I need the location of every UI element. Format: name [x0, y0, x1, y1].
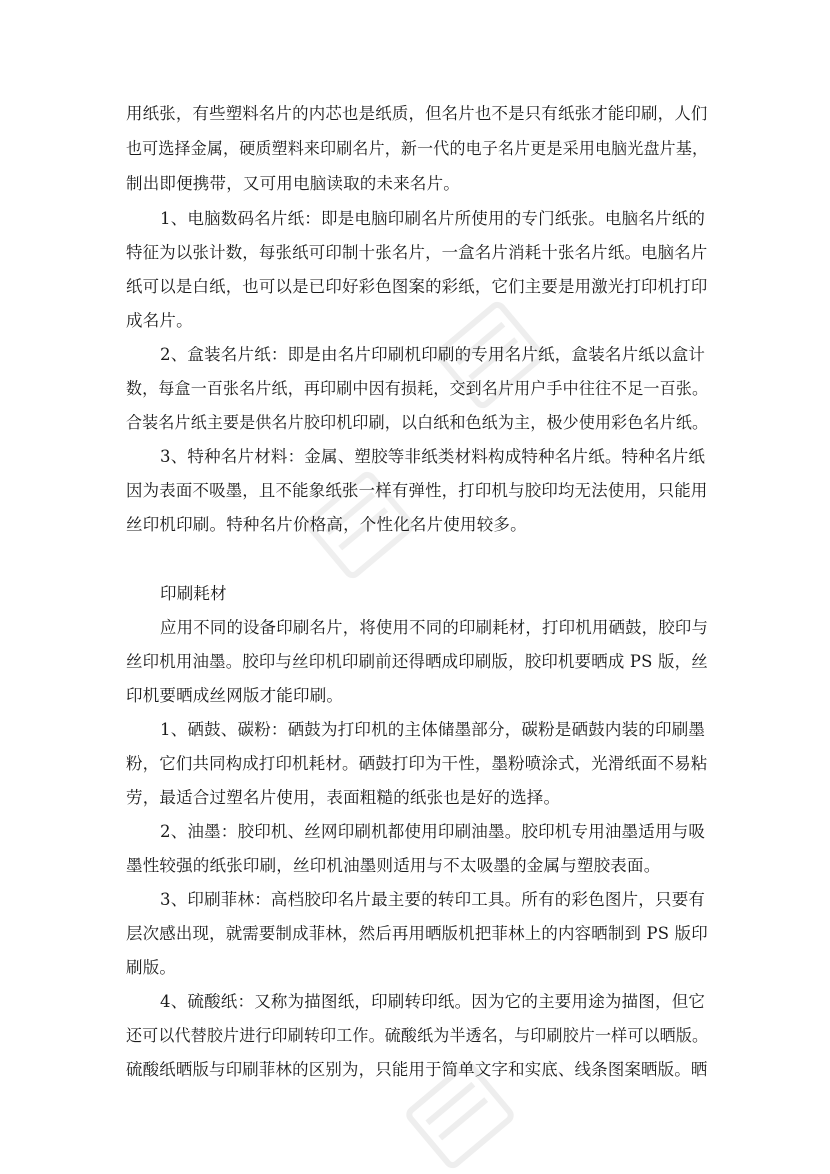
- text-line: 还可以代替胶片进行印刷转印工作。硫酸纸为半透名，与印刷胶片一样可以晒版。: [126, 1026, 709, 1045]
- text-line: 丝印机用油墨。胶印与丝印机印刷前还得晒成印刷版，胶印机要晒成 PS 版，丝: [126, 652, 708, 671]
- text-line: 丝印机印刷。特种名片价格高，个性化名片使用较多。: [126, 515, 527, 534]
- text-line: 1、电脑数码名片纸：即是电脑印刷名片所使用的专门纸张。电脑名片纸的: [160, 209, 706, 228]
- text-line: 也可选择金属，硬质塑料来印刷名片，新一代的电子名片更是采用电脑光盘片基，: [126, 139, 709, 158]
- text-line: 粉，它们共同构成打印机耗材。硒鼓打印为干性，墨粉喷涂式，光滑纸面不易粘: [126, 754, 708, 773]
- text-line: 劳，最适合过塑名片使用，表面粗糙的纸张也是好的选择。: [126, 788, 561, 807]
- text-line: 层次感出现，就需要制成菲林，然后再用晒版机把菲林上的内容晒制到 PS 版印: [126, 924, 708, 943]
- text-line: 因为表面不吸墨，且不能象纸张一样有弹性，打印机与胶印均无法使用，只能用: [126, 481, 708, 500]
- text-line: 1、硒鼓、碳粉：硒鼓为打印机的主体储墨部分，碳粉是硒鼓内装的印刷墨: [160, 720, 706, 739]
- text-line: 成名片。: [126, 311, 193, 330]
- text-line: 2、盒装名片纸：即是由名片印刷机印刷的专用名片纸，盒装名片纸以盒计: [160, 345, 706, 364]
- text-line: 3、印刷菲林：高档胶印名片最主要的转印工具。所有的彩色图片，只要有: [160, 890, 706, 909]
- text-line: 纸可以是白纸，也可以是已印好彩色图案的彩纸，它们主要是用激光打印机打印: [126, 277, 708, 296]
- text-line: 刷版。: [126, 958, 177, 977]
- text-line: 用纸张，有些塑料名片的内芯也是纸质，但名片也不是只有纸张才能印刷，人们: [126, 104, 708, 123]
- text-line: 数，每盒一百张名片纸，再印刷中因有损耗，交到名片用户手中往往不足一百张。: [126, 379, 709, 398]
- text-line: 制出即便携带，又可用电脑读取的未来名片。: [126, 174, 460, 193]
- section-heading: 印刷耗材: [160, 584, 227, 603]
- text-line: 墨性较强的纸张印刷，丝印机油墨则适用与不太吸墨的金属与塑胶表面。: [126, 856, 661, 875]
- text-line: 硫酸纸晒版与印刷菲林的区别为，只能用于简单文字和实底、线条图案晒版。晒: [126, 1060, 708, 1079]
- text-line: 印机要晒成丝网版才能印刷。: [126, 686, 344, 705]
- text-line: 合装名片纸主要是供名片胶印机印刷，以白纸和色纸为主，极少使用彩色名片纸。: [126, 413, 709, 432]
- text-line: 应用不同的设备印刷名片，将使用不同的印刷耗材，打印机用硒鼓，胶印与: [160, 618, 709, 637]
- text-line: 3、特种名片材料：金属、塑胶等非纸类材料构成特种名片纸。特种名片纸: [160, 447, 706, 466]
- text-line: 2、油墨：胶印机、丝网印刷机都使用印刷油墨。胶印机专用油墨适用与吸: [160, 822, 706, 841]
- text-line: 4、硫酸纸：又称为描图纸，印刷转印纸。因为它的主要用途为描图，但它: [160, 992, 706, 1011]
- text-line: 特征为以张计数，每张纸可印制十张名片，一盒名片消耗十张名片纸。电脑名片: [126, 243, 708, 262]
